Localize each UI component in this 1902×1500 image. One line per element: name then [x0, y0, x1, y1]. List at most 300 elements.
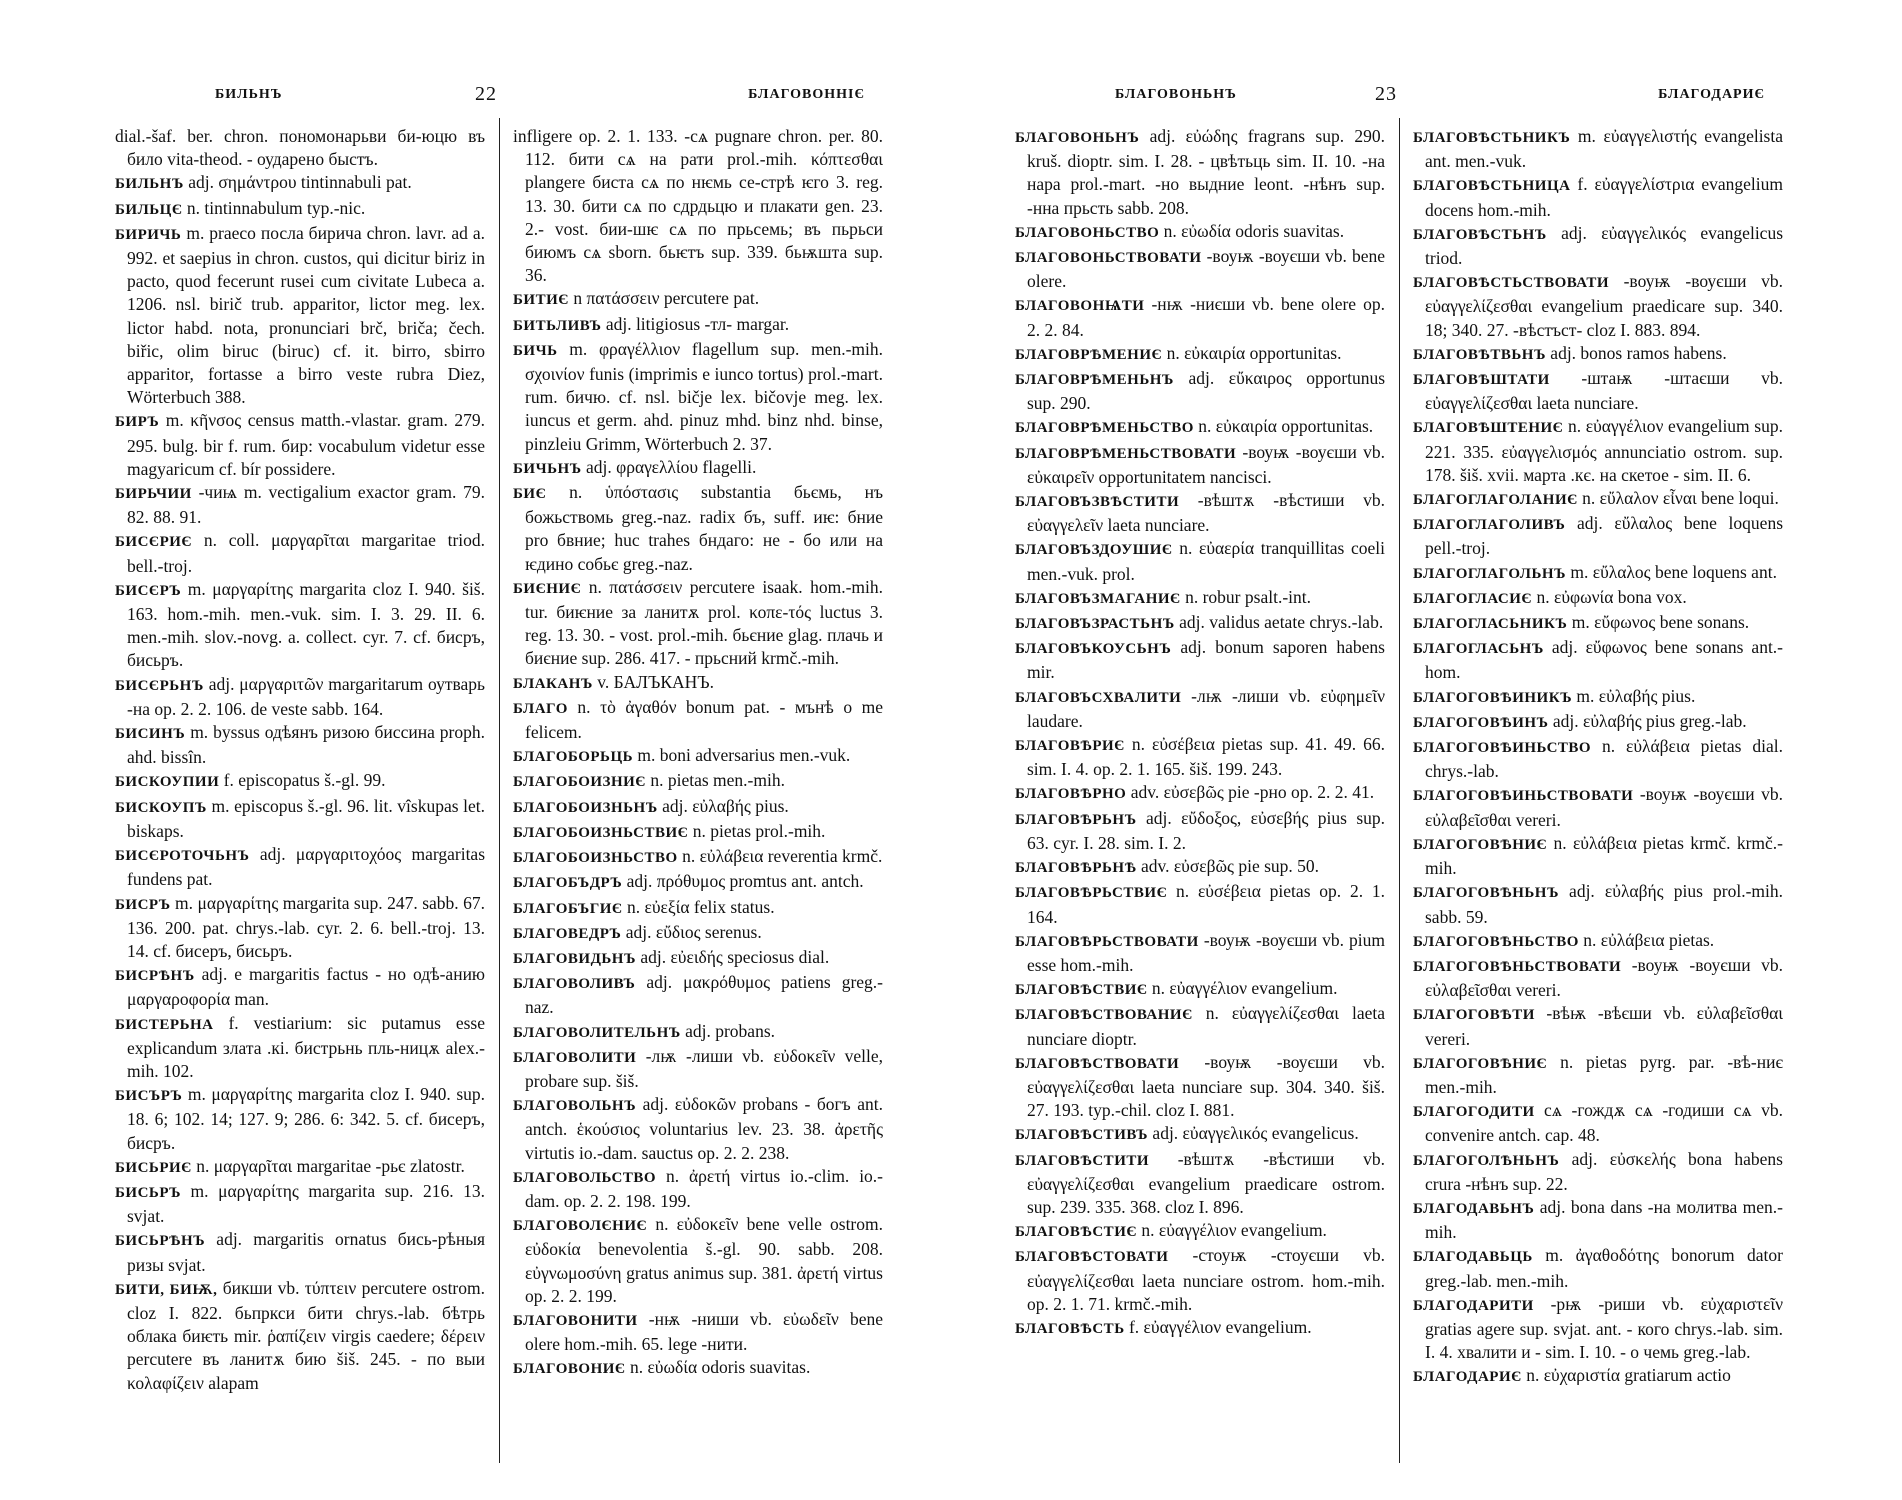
definition: m. εὔφωνος bene sonans.: [1571, 612, 1750, 633]
headword: БИЧЬ: [513, 342, 558, 359]
headword: БЛАГОГОВѢИНИКЪ: [1413, 689, 1573, 706]
dictionary-entry: [513, 921, 883, 946]
headword: БИЛЬЦЄ: [115, 201, 183, 218]
headword: БЛАГОВОНЬСТВО: [1015, 224, 1160, 241]
dictionary-entry: [115, 125, 485, 171]
dictionary-entry: [1015, 636, 1385, 684]
definition: n. ὑπόστασις substantia бьємь, нъ божьствомь greg.-naz. radix бъ, suff. иѥ: бние pro бвние; huc trahes бндаго: не - бо или на ѥдино собьє greg.-naz.: [525, 482, 883, 574]
running-head-right: БЛАГОВОННІЄ: [748, 87, 865, 102]
column-2: [1413, 125, 1783, 1390]
headword: БЛАГОГЛАГОЛИВЪ: [1413, 517, 1566, 534]
dictionary-entry: [513, 1020, 883, 1045]
page-number: 22: [475, 83, 497, 105]
dictionary-entry: [1413, 561, 1783, 586]
headword: БЛАГОВѢСТОВАТИ: [1015, 1249, 1169, 1266]
headword: БЛАГОГОВѢНИЄ: [1413, 836, 1548, 853]
headword: БЛАГОВРѢМЕНЬНЪ: [1015, 372, 1174, 389]
left-page-header: [115, 85, 895, 115]
dictionary-entry: [115, 222, 485, 410]
definition: adj. εὔκαιρος opportunus sup. 290.: [1027, 368, 1385, 414]
dictionary-entry: [1413, 1364, 1783, 1389]
headword: БЛАГОВѢТВЬНЪ: [1413, 346, 1546, 363]
headword: БЛАГОВѢСТИВЪ: [1015, 1127, 1149, 1144]
dictionary-entry: [115, 578, 485, 673]
dictionary-entry: [1015, 1051, 1385, 1123]
headword: БИСТЕРЬНА: [115, 1016, 214, 1033]
dictionary-entry: [1413, 1148, 1783, 1196]
definition: adj. εὐδοκῶν probans - богъ ant. antch. ἑκούσιος voluntarius lev. 23. 38. ἀρετῆς virtutis io.-dam. sauctus op. 2. 2. 238.: [525, 1094, 883, 1163]
definition: -вѣштѫ -вѣстиши vb. εὐαγγελίζεσθαι evangelium praedicare ostrom. sup. 239. 335. 368. cloz I. 896.: [1027, 1148, 1385, 1217]
headword: БЛАГОВОЛИТИ: [513, 1049, 637, 1066]
definition: adj. μαργαριτῶν margaritarum оутварь -на op. 2. 2. 106. de veste sabb. 164.: [127, 673, 486, 719]
definition: n. εὔλαλον εἶναι bene loqui.: [1582, 488, 1779, 509]
dictionary-entry: [1015, 537, 1385, 585]
dictionary-entry: [115, 769, 485, 794]
headword: БЛАГОВОНИТИ: [513, 1312, 638, 1329]
headword: БЛАГОВОЛИТЕЛЬНЪ: [513, 1024, 681, 1041]
dictionary-entry: [1413, 342, 1783, 367]
dictionary-entry: [513, 769, 883, 794]
headword: БЛАГОГОЛѢНЬНЪ: [1413, 1152, 1560, 1169]
definition: n. εὐκαιρία opportunitas.: [1198, 416, 1374, 437]
headword: БЛАГОГОВѢНЬСТВО: [1413, 933, 1579, 950]
dictionary-entry: [1015, 733, 1385, 781]
dictionary-entry: [1015, 1002, 1385, 1050]
headword: БИСЄРИЄ: [115, 534, 193, 551]
headword: БЛАГОБЪГИЄ: [513, 900, 623, 917]
dictionary-entry: [115, 1155, 485, 1180]
headword: БИСЄРЪ: [115, 582, 182, 599]
dictionary-entry: [1015, 1219, 1385, 1244]
headword: БИСЄРЬНЪ: [115, 677, 204, 694]
definition: n. εὐλάβεια pietas dial. chrys.-lab.: [1425, 736, 1783, 782]
headword: БЛАГОВОЛИВЪ: [513, 976, 636, 993]
definition: adj. litigiosus -тл- margar.: [605, 313, 790, 334]
headword: БИТИЄ: [513, 292, 569, 309]
definition: -воуѭ -воуєши vb. εὐλαβεῖσθαι vereri.: [1425, 954, 1783, 1001]
dictionary-entry: [1413, 125, 1783, 173]
definition: m. byssus одѣянъ ризою биссина proph. ahd. bissîn.: [127, 722, 485, 768]
headword: БЛАГОДАВЬНЪ: [1413, 1200, 1535, 1217]
definition: adj. εὐαγγελικός evangelicus.: [1152, 1123, 1359, 1144]
dictionary-entry: [1413, 710, 1783, 735]
definition: n. εὐδοκεῖν bene velle ostrom. εὐδοκία benevolentia š.-gl. 90. sabb. 208. εὐγνωμοσύνη gratus animus sup. 381. ἀρετή virtus op. 2. 2. 199.: [525, 1214, 883, 1306]
headword: БИТИ, БИѬ,: [115, 1281, 218, 1298]
headword: БЛАГОГОДИТИ: [1413, 1104, 1535, 1121]
dictionary-entry: [1015, 781, 1385, 806]
headword: БЛАГОГОВѢИНЪ: [1413, 714, 1549, 731]
headword: БИСЬРЪ: [115, 1184, 181, 1201]
dictionary-entry: [1413, 173, 1783, 221]
dictionary-entry: [1015, 977, 1385, 1002]
headword: БЛАГОВЕДРЪ: [513, 925, 622, 942]
headword: БИСЪРЪ: [115, 1088, 183, 1105]
headword: БЛАГОВЪЗМАГАНИЄ: [1015, 590, 1181, 607]
dictionary-entry: [1413, 611, 1783, 636]
definition: n. εὐεξία felix status.: [626, 896, 775, 917]
definition: n. εὐαερία tranquillitas coeli men.-vuk. prol.: [1027, 538, 1386, 584]
headword: БЛАГОВОНИЄ: [513, 1361, 626, 1378]
headword: БЛАГОГЛАСИЄ: [1413, 590, 1533, 607]
column-1: [1015, 125, 1385, 1341]
headword: БЛАГОВѢСТЬСТВОВАТИ: [1413, 275, 1609, 292]
definition: n. μαργαρῖται margaritae -рьє zlatostr.: [196, 1155, 465, 1176]
definition: adj. εὔλαλος bene loquens pell.-troj.: [1425, 513, 1783, 559]
dictionary-entry: [1015, 245, 1385, 293]
headword: БЛАГОВЪСХВАЛИТИ: [1015, 689, 1182, 706]
definition: -нѭ -ниєши vb. bene olere op. 2. 2. 84.: [1027, 294, 1386, 340]
definition: n. εὐαγγέλιον evangelium.: [1151, 978, 1338, 999]
headword: БИСЄРОТОЧЬНЪ: [115, 848, 250, 865]
dictionary-entry: [115, 1277, 485, 1395]
headword: БИРИЧЬ: [115, 226, 182, 243]
dictionary-entry: [1413, 1099, 1783, 1147]
headword: БЛАГОВОНЬСТВОВАТИ: [1015, 250, 1202, 267]
headword: БЛАГОГЛАГОЛЬНЪ: [1413, 565, 1567, 582]
definition: n. εὐαγγέλιον evangelium sup. 221. 335. εὐαγγελισμός annunciatio ostrom. sup. 178. šiš. xvii. марта .кє. на скетое - sim. II. 6.: [1425, 416, 1783, 485]
definition: m. ἀγαθοδότης bonorum dator greg.-lab. men.-mih.: [1425, 1245, 1783, 1291]
dictionary-entry: [1015, 1244, 1385, 1316]
headword: БЛАГОБОРЬЦЬ: [513, 749, 634, 766]
definition: -лѭ -лиши vb. εὐφημεῖν laudare.: [1027, 685, 1385, 731]
dictionary-entry: [115, 529, 485, 577]
dictionary-entry: [513, 870, 883, 895]
dictionary-entry: [115, 963, 485, 1011]
definition: n. εὐαγγελίζεσθαι laeta nunciare dioptr.: [1027, 1003, 1385, 1049]
dictionary-entry: [513, 456, 883, 481]
definition: -вѣштѫ -вѣстиши vb. εὐαγγελεῖν laeta nunciare.: [1027, 490, 1385, 536]
dictionary-entry: [1413, 586, 1783, 611]
headword: БЛАГОВОЛЬНЪ: [513, 1098, 637, 1115]
headword: БЛАГОБОИЗНЬСТВИЄ: [513, 824, 689, 841]
definition: adj. εὐειδής speciosus dial.: [640, 946, 830, 967]
dictionary-entry: [115, 721, 485, 769]
headword: БЛАГОВѢСТВОВАНИЄ: [1015, 1007, 1193, 1024]
dictionary-entry: [1015, 685, 1385, 733]
headword: БЛАГОДАРИТИ: [1413, 1297, 1534, 1314]
definition: m. μαργαρίτης margarita cloz I. 940. šiš. 163. hom.-mih. men.-vuk. sim. I. 3. 29. II. 6. men.-mih. slov.-novg. a. collect. cyr. 7. cf. бисръ, бисьръ.: [127, 578, 485, 671]
definition: n. tintinnabulum typ.-nic.: [186, 197, 366, 218]
headword: БЛАГОГОВѢНИЄ: [1413, 1055, 1548, 1072]
headword: БЛАГОВѢСТЬНИЦА: [1413, 178, 1571, 195]
definition: adj. εὐλαβής pius.: [662, 795, 789, 816]
dictionary-entry: [115, 171, 485, 196]
dictionary-entry: [513, 820, 883, 845]
right-page-header: [1015, 85, 1795, 115]
headword: БЛАГОВРѢМЕНИЄ: [1015, 346, 1163, 363]
definition: adj. margaritis ornatus бись-рѣныя ризы svjat.: [127, 1229, 485, 1275]
dictionary-entry: [1015, 1122, 1385, 1147]
page-number: 23: [1375, 83, 1397, 105]
dictionary-entry: [513, 671, 883, 696]
definition: сѧ -гождѫ сѧ -годиши сѧ vb. convenire antch. cap. 48.: [1425, 1100, 1783, 1146]
headword: БЛАГОВѢСТВОВАТИ: [1015, 1055, 1180, 1072]
dictionary-entry: [1413, 929, 1783, 954]
definition: adj. εὐαγγελικός evangelicus triod.: [1425, 222, 1784, 269]
headword: БИСЬРѢНЪ: [115, 1233, 206, 1250]
dictionary-entry: [1413, 367, 1783, 415]
dictionary-entry: [513, 1093, 883, 1165]
headword: БЛАГОВЪКОУСЬНЪ: [1015, 641, 1172, 658]
definition: f. εὐαγγέλιον evangelium.: [1128, 1316, 1312, 1337]
definition: n. coll. μαργαρῖται margaritae triod. bell.-troj.: [127, 530, 486, 576]
headword: БЛАГОГОВѢНЬСТВОВАТИ: [1413, 958, 1622, 975]
dictionary-entry: [1015, 586, 1385, 611]
definition: n. εὐκαιρία opportunitas.: [1166, 342, 1342, 363]
headword: БИЧЬНЪ: [513, 460, 582, 477]
dictionary-entry: [1015, 489, 1385, 537]
dictionary-entry: [115, 892, 485, 964]
dictionary-entry: [513, 1356, 883, 1381]
definition: adj. bonum saporen habens mir.: [1027, 637, 1385, 683]
headword: БЛАГОВѢРЬНЪ: [1015, 811, 1137, 828]
definition: -рѭ -риши vb. εὐχαριστεῖν gratias agere sup. svjat. ant. - кого chrys.-lab. sim. I. 4. хвалити и - sim. I. 10. - о чемь greg.-lab.: [1425, 1293, 1784, 1363]
definition: adv. εὐσεβῶς pie sup. 50.: [1140, 856, 1320, 877]
definition: adj. εὐσκελής bona habens crura -нѣнъ sup. 22.: [1425, 1148, 1783, 1194]
headword: БЛАГОВѢСТИТИ: [1015, 1152, 1150, 1169]
definition: n. εὐωδία odoris suavitas.: [1163, 220, 1345, 241]
headword: БЛАГОБОИЗНЬНЪ: [513, 799, 658, 816]
headword: БЛАГОБЪДРЪ: [513, 875, 623, 892]
dictionary-entry: [115, 1228, 485, 1276]
definition: n. εὐλάβεια pietas krmč. krmč.-mih.: [1425, 832, 1783, 879]
headword: БИСРѢНЪ: [115, 968, 195, 985]
dictionary-entry: [1413, 1244, 1783, 1292]
definition: adj. εὔφωνος bene sonans ant.-hom.: [1425, 637, 1784, 683]
dictionary-entry: [513, 576, 883, 671]
definition: adj. εὔδοξος, εὐσεβής pius sup. 63. cyr. I. 28. sim. I. 2.: [1027, 807, 1386, 853]
headword: БЛАГОВѢРНО: [1015, 786, 1127, 803]
right-page: [1015, 0, 1795, 1500]
definition: adj. bonos ramos habens.: [1550, 342, 1727, 363]
dictionary-entry: [1413, 685, 1783, 710]
definition: n. εὐλάβεια pietas.: [1583, 929, 1715, 950]
dictionary-entry: [513, 971, 883, 1019]
definition: n. εὐλάβεια reverentia krmč.: [682, 846, 883, 867]
definition: -штаѭ -штаєши vb. εὐαγγελίζεσθαι laeta nunciare.: [1425, 368, 1783, 414]
dictionary-entry: [513, 287, 883, 312]
dictionary-entry: [1015, 1148, 1385, 1220]
definition: -нѭ -ниши vb. εὐωδεῖν bene olere hom.-mih. 65. lege -нити.: [525, 1308, 883, 1355]
headword: БЛАГОГОВѢТИ: [1413, 1007, 1535, 1024]
dictionary-entry: [1413, 1051, 1783, 1099]
definition: adj. probans.: [685, 1020, 776, 1041]
definition: n. εὐσέβεια pietas op. 2. 1. 164.: [1027, 881, 1385, 927]
definition: adj. εὔδιος serenus.: [625, 921, 762, 942]
headword: БЛАГОВѢРЬСТВИЄ: [1015, 885, 1168, 902]
headword: БЛАГОБОИЗНИЄ: [513, 774, 646, 791]
definition: m. μαργαρίτης margarita sup. 216. 13. svjat.: [127, 1180, 485, 1227]
definition: n. εὐφωνία bona vox.: [1536, 586, 1687, 607]
definition: m. μαργαρίτης margarita sup. 247. sabb. 67. 136. 200. pat. chrys.-lab. cyr. 2. 6. bell.-troj. 13. 14. cf. бисеръ, бисьръ.: [127, 892, 486, 961]
definition: f. εὐαγγελίστρια evangelium docens hom.-mih.: [1425, 174, 1784, 220]
dictionary-entry: [1413, 222, 1783, 270]
column-rule: [1399, 118, 1400, 1463]
headword: БЛАГОВѢШТЕНИЄ: [1413, 420, 1564, 437]
dictionary-entry: [1015, 367, 1385, 415]
definition: n πατάσσειν percutere pat.: [573, 288, 760, 309]
headword: БИСИНЪ: [115, 726, 186, 743]
column-2: [513, 125, 883, 1382]
definition: m. εὐλαβής pius.: [1576, 685, 1696, 706]
headword: БЛАГОВѢРЬНѢ: [1015, 860, 1137, 877]
definition: n. pietas men.-mih.: [650, 770, 785, 791]
headword: БЛАГОГЛАГОЛАНИЄ: [1413, 492, 1578, 509]
headword: БЛАГОВРѢМЕНЬСТВОВАТИ: [1015, 445, 1237, 462]
headword: БЛАГОВѢСТЬНИКЪ: [1413, 130, 1571, 146]
headword: БЛАГОВѢСТИЄ: [1015, 1224, 1138, 1241]
dictionary-entry: [513, 896, 883, 921]
definition: m. praeco посла бирича chron. lavr. ad a. 992. et saepius in chron. custos, qui dicitur biriz in pacto, quod fecerunt rusei cum civitate Lubeca a. 1206. nsl. birič trub. apparitor, lictor meg. lex. lictor habd. nota, pronunciari brč, briča; čech. biřic, olim biruc (biruc) cf. it. birro, sbirro apparitor, fortasse a birro veste rubra Diez, Wörterbuch 388.: [127, 222, 486, 408]
definition: adj. μακρόθυμος patiens greg.-naz.: [525, 972, 883, 1018]
definition: adv. εὐσεβῶς pie -рно op. 2. 2. 41.: [1130, 782, 1375, 803]
definition: n. pietas pyrg. par. -вѣ-ниє men.-mih.: [1425, 1051, 1783, 1097]
dictionary-entry: [1015, 611, 1385, 636]
headword: БИЄНИЄ: [513, 580, 582, 597]
headword: БЛАГОВРѢМЕНЬСТВО: [1015, 420, 1194, 437]
definition: m. μαργαρίτης margarita cloz I. 940. sup. 18. 6; 102. 14; 127. 9; 286. 6: 342. 5. cf. бисеръ, бисръ.: [127, 1084, 486, 1153]
definition: infligere op. 2. 1. 133. -сѧ pugnare chron. per. 80. 112. бити сѧ на рати prol.-mih. κόπτεσθαι plangere биста сѧ по нѥмь се-стрѣ ѥго 3. reg. 13. 30. бити сѧ по сдрдьцю и плакати gen. 23. 2.- vost. бии-шѥ сѧ по прьсемь; въ пьрьси биюмъ сѧ sborn. бьѥтъ sup. 339. бьѭшта sup. 36.: [513, 126, 883, 286]
dictionary-entry: [513, 1213, 883, 1308]
headword: БЛАГОВЪЗВѢСТИТИ: [1015, 494, 1180, 511]
definition: adj. e margaritis factus - но одѣ-анию μαργαροφορία man.: [127, 964, 486, 1010]
headword: БЛАГОГОВѢНЬНЪ: [1413, 885, 1559, 902]
definition: n. εὐωδία odoris suavitas.: [629, 1357, 811, 1378]
headword: БИСКОУПЪ: [115, 799, 207, 816]
definition: m. εὐαγγελιστής evangelista ant. men.-vuk.: [1425, 126, 1783, 172]
definition: adj. εὐλαβής pius greg.-lab.: [1552, 710, 1747, 731]
definition: n. pietas prol.-mih.: [692, 820, 826, 841]
definition: adj. μαργαριτοχόος margaritas fundens pat.: [127, 844, 486, 890]
definition: f. episcopatus š.-gl. 99.: [223, 770, 386, 791]
headword: БИРЪ: [115, 414, 160, 431]
dictionary-entry: [1413, 1196, 1783, 1244]
headword: БИСЬРИЄ: [115, 1159, 192, 1176]
dictionary-entry: [115, 481, 485, 529]
definition: m. φραγέλλιον flagellum sup. men.-mih. σχοινίον funis (imprimis e iunco tortus) prol.-mart. rum. бичю. cf. nsl. bičje lex. bičovje meg. lex. iuncus et germ. ahd. pinuz mhd. binz nhd. binse, pinzleiu Grimm, Wörterbuch 2. 37.: [525, 338, 884, 454]
headword: БЛАГОГЛАСЬНИКЪ: [1413, 616, 1568, 633]
dictionary-entry: [513, 845, 883, 870]
dictionary-entry: [1015, 415, 1385, 440]
dictionary-entry: [513, 696, 883, 744]
dictionary-entry: [1015, 1316, 1385, 1341]
definition: m. κῆνσος census matth.-vlastar. gram. 279. 295. bulg. bir f. rum. бир: vocabulum videtur esse magyaricum cf. bír possidere.: [127, 410, 485, 479]
dictionary-entry: [1413, 1293, 1783, 1365]
dictionary-entry: [1015, 855, 1385, 880]
definition: -стоуѭ -стоуєши vb. εὐαγγελίζεσθαι laeta nunciare ostrom. hom.-mih. op. 2. 1. 71. krmč.-mih.: [1027, 1245, 1386, 1314]
dictionary-entry: [1015, 125, 1385, 220]
dictionary-entry: [1015, 880, 1385, 928]
headword: БЛАГОВѢСТВИЄ: [1015, 982, 1148, 999]
headword: БИТЬЛИВЪ: [513, 317, 602, 334]
definition: n. robur psalt.-int.: [1185, 586, 1311, 607]
dictionary-entry: [1413, 880, 1783, 928]
dictionary-entry: [513, 744, 883, 769]
definition: n. τὸ ἀγαθόν bonum pat. - мънѣ о me felicem.: [525, 696, 883, 743]
definition: -вѣѭ -вѣєши vb. εὐλαβεῖσθαι vereri.: [1425, 1003, 1783, 1049]
running-head-left: БИЛЬНЪ: [215, 87, 283, 102]
headword: БИЄ: [513, 486, 547, 503]
headword: БЛАГОДАРИЄ: [1413, 1369, 1522, 1386]
headword: БЛАГОВИДЬНЪ: [513, 950, 636, 967]
definition: -воуѭ -воуєши vb. εὐαγγελίζεσθαι evangelium praedicare sup. 340. 18; 340. 27. -вѣстъст- cloz I. 883. 894.: [1425, 271, 1784, 340]
dictionary-entry: [513, 481, 883, 576]
dictionary-entry: [115, 1083, 485, 1155]
headword: БИРЬЧИИ: [115, 486, 192, 503]
running-head-left: БЛАГОВОНЬНЪ: [1115, 87, 1237, 102]
dictionary-entry: [513, 338, 883, 456]
dictionary-entry: [1413, 487, 1783, 512]
headword: БЛАГОВѢСТЬНЪ: [1413, 226, 1547, 243]
dictionary-entry: [513, 1308, 883, 1356]
dictionary-entry: [513, 1045, 883, 1093]
dictionary-entry: [115, 795, 485, 843]
headword: БИСРЪ: [115, 896, 171, 913]
headword: БЛАГОВѢШТАТИ: [1413, 372, 1550, 389]
headword: БЛАГОВОНѨТИ: [1015, 298, 1145, 315]
definition: adj. φραγελλίου flagelli.: [586, 456, 757, 477]
definition: m. εὔλαλος bene loquens ant.: [1570, 561, 1777, 582]
dictionary-entry: [1015, 929, 1385, 977]
dictionary-entry: [513, 795, 883, 820]
definition: n. ἀρετή virtus io.-clim. io.-dam. op. 2. 2. 198. 199.: [525, 1165, 884, 1211]
headword: БЛАГОВѢСТЬ: [1015, 1320, 1125, 1337]
definition: adj. bona dans -на молитва men.-mih.: [1425, 1196, 1783, 1243]
definition: n. εὐαγγέλιον evangelium.: [1141, 1220, 1327, 1241]
headword: БЛАГОБОИЗНЬСТВО: [513, 850, 678, 867]
definition: adj. validus aetate chrys.-lab.: [1179, 612, 1384, 633]
dictionary-entry: [513, 1165, 883, 1213]
headword: БЛАГОВѢРЬСТВОВАТИ: [1015, 933, 1199, 950]
headword: БЛАГОГОВѢИНЬСТВО: [1413, 740, 1592, 757]
dictionary-entry: [1413, 783, 1783, 831]
definition: -воуѭ -воуєши vb. εὐαγγελίζεσθαι laeta nunciare sup. 304. 340. šiš. 27. 193. typ.-chil. cloz I. 881.: [1027, 1051, 1386, 1121]
dictionary-entry: [115, 673, 485, 721]
dictionary-entry: [115, 1012, 485, 1084]
headword: БИСКОУПИИ: [115, 774, 220, 791]
dictionary-entry: [513, 313, 883, 338]
dictionary-entry: [115, 843, 485, 891]
dictionary-entry: [1413, 415, 1783, 487]
column-rule: [499, 118, 500, 1463]
dictionary-entry: [1413, 636, 1783, 684]
dictionary-entry: [1015, 220, 1385, 245]
left-page: [115, 0, 895, 1500]
headword: БЛАГОВОНЬНЪ: [1015, 130, 1140, 146]
definition: dial.-šaf. ber. chron. пономонарьви би-юцю въ било vita-theod. - оударено быстъ.: [115, 126, 485, 170]
headword: БЛАГОВОЛЄНИЄ: [513, 1218, 648, 1235]
definition: m. episcopus š.-gl. 96. lit. vîskupas let. biskaps.: [127, 795, 485, 841]
definition: -воуѭ -воуєши vb. εὐλαβεῖσθαι vereri.: [1425, 784, 1784, 830]
headword: БЛАГОВЪЗРАСТЬНЪ: [1015, 616, 1175, 633]
headword: БЛАГОВЪЗДОУШИЄ: [1015, 542, 1173, 559]
definition: n. πατάσσειν percutere isaak. hom.-mih. tur. биѥние за ланитѫ prol. κοπε-τός luctus 3. reg. 13. 30. - vost. prol.-mih. бьєние glag. плачь и биєние sup. 286. 417. - прьсний krmč.-mih.: [525, 576, 884, 669]
dictionary-entry: [1015, 342, 1385, 367]
running-head-right: БЛАГОДАРИЄ: [1658, 87, 1765, 102]
definition: -чиѩ m. vectigalium exactor gram. 79. 82. 88. 91.: [127, 482, 486, 528]
dictionary-entry: [1413, 270, 1783, 342]
headword: БИЛЬНЪ: [115, 176, 184, 193]
dictionary-entry: [1413, 954, 1783, 1002]
definition: adj. εὐλαβής pius prol.-mih. sabb. 59.: [1425, 881, 1783, 927]
definition: -воуѭ -воуєши vb. εὐκαιρεῖν opportunitatem nancisci.: [1027, 441, 1386, 487]
dictionary-entry: [115, 409, 485, 481]
dictionary-entry: [1413, 512, 1783, 560]
definition: -лѭ -лиши vb. εὐδοκεῖν velle, probare sup. šiš.: [525, 1045, 884, 1091]
headword: БЛАГОДАВЬЦЬ: [1413, 1249, 1533, 1266]
definition: v. БАЛЪКАНЪ.: [597, 671, 715, 692]
dictionary-entry: [1413, 735, 1783, 783]
